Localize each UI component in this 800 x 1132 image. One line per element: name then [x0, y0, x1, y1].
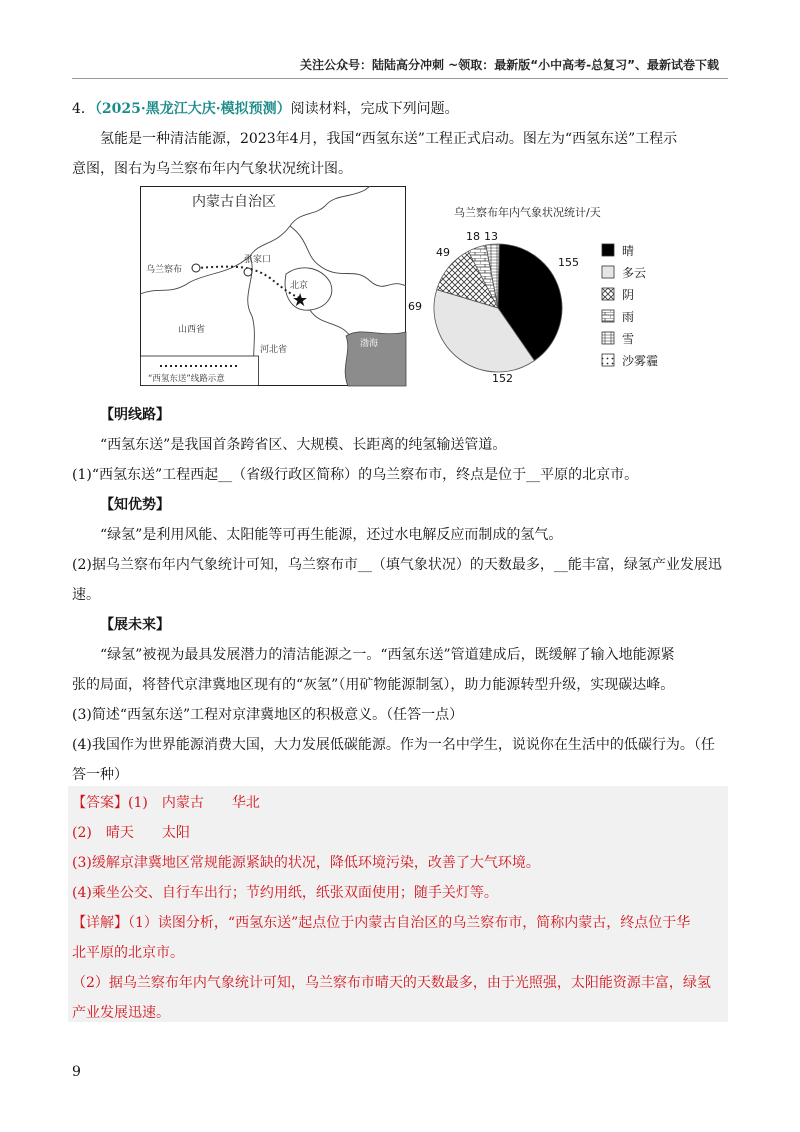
question-2-line-1: (2)据乌兰察布年内气象统计可知，乌兰察布市__（填气象状况）的天数最多，__能丰富，绿氢产业发展迅 — [72, 557, 722, 573]
question-4-line-1: (4)我国作为世界能源消费大国，大力发展低碳能源。作为一名中学生，说说你在生活中的低碳行为。（任 — [72, 737, 715, 753]
page-number: 9 — [72, 1064, 81, 1080]
section-text-future-1: “绿氢”被视为最具发展潜力的清洁能源之一。“西氢东送”管道建成后，既缓解了输入地能源紧 — [100, 647, 675, 663]
intro-line-1: 氢能是一种清洁能源，2023年4月，我国“西氢东送”工程正式启动。图左为“西氢东送”工程示 — [100, 131, 678, 147]
section-title-advantage: 【知优势】 — [100, 497, 170, 513]
answer-1: 【答案】(1) 内蒙古 华北 — [72, 795, 260, 811]
section-title-route: 【明线路】 — [100, 407, 170, 423]
header-rule — [72, 78, 728, 79]
province-hebei: 河北省 — [260, 345, 288, 355]
legend-route-label: “西氢东送”线路示意 — [148, 374, 225, 384]
pie-slices — [434, 244, 562, 372]
city-beijing: 北京 — [290, 281, 309, 291]
legend-label-3: 阴 — [622, 288, 635, 302]
explanation-2: 北平原的北京市。 — [72, 945, 184, 961]
ulanqab-marker — [192, 264, 200, 272]
pie-label-5: 13 — [484, 230, 498, 243]
legend-swatch-4 — [602, 310, 614, 322]
map — [140, 186, 422, 386]
section-text-route: “西氢东送”是我国首条跨省区、大规模、长距离的纯氢输送管道。 — [100, 437, 507, 453]
question-line — [72, 94, 728, 124]
chart-title: 乌兰察布年内气象状况统计/天 — [454, 206, 601, 219]
section-title-future: 【展未来】 — [100, 617, 170, 633]
pie-chart — [434, 205, 658, 385]
explanation-4: 产业发展迅速。 — [72, 1005, 170, 1021]
answer-4: (4)乘坐公交、自行车出行；节约用纸，纸张双面使用；随手关灯等。 — [72, 885, 498, 901]
page-header: 关注公众号：陆陆高分冲刺 ~领取：最新版“小中高考-总复习”、最新试卷下载 — [300, 58, 719, 72]
section-text-future-2: 张的局面，将替代京津冀地区现有的“灰氢”（用矿物能源制氢），助力能源转型升级，实现碳达峰。 — [72, 677, 675, 693]
pie-label-2: 152 — [492, 372, 513, 385]
section-text-advantage: “绿氢”是利用风能、太阳能等可再生能源，还过水电解反应而制成的氢气。 — [100, 527, 563, 543]
explanation-3: （2）据乌兰察布年内气象统计可知，乌兰察布市晴天的天数最多，由于光照强，太阳能资源丰富，绿氢 — [72, 975, 711, 991]
answer-3: (3)缓解京津冀地区常规能源紧缺的状况，降低环境污染，改善了大气环境。 — [72, 855, 540, 871]
map-title: 内蒙古自治区 — [192, 194, 276, 210]
question-1: (1)“西氢东送”工程西起__（省级行政区简称）的乌兰察布市，终点是位于__平原的北京市。 — [72, 467, 639, 483]
question-4-line-2: 答一种） — [72, 767, 128, 783]
zhangjiakou-marker — [244, 268, 252, 276]
pie-label-4: 18 — [466, 230, 480, 243]
pie-label-1: 155 — [558, 256, 579, 269]
sea-bohai: 渤海 — [360, 339, 379, 349]
legend-label-1: 晴 — [622, 244, 635, 258]
legend-label-6: 沙雾霾 — [622, 354, 659, 368]
legend-label-5: 雪 — [622, 332, 635, 346]
answer-2: (2) 晴天 太阳 — [72, 825, 190, 841]
city-zhangjiakou: 张家口 — [244, 255, 272, 265]
question-3: (3)简述“西氢东送”工程对京津冀地区的积极意义。（任答一点） — [72, 707, 464, 723]
question-source: （2025·黑龙江大庆·模拟预测） — [94, 101, 291, 117]
beijing-star: ★ — [292, 290, 309, 311]
legend-label-2: 多云 — [622, 266, 647, 280]
legend-swatch-2 — [602, 266, 614, 278]
question-number: 4． — [72, 101, 95, 117]
province-shanxi: 山西省 — [178, 325, 206, 335]
explanation-1: 【详解】（1）读图分析，“西氢东送”起点位于内蒙古自治区的乌兰察布市，简称内蒙古，终点位于华 — [72, 915, 691, 931]
figure — [140, 186, 680, 391]
pie-label-3: 49 — [436, 246, 450, 259]
question-prompt: 阅读材料，完成下列问题。 — [290, 101, 459, 117]
question-2-line-2: 速。 — [72, 587, 100, 603]
map-legend — [141, 356, 259, 386]
city-ulanqab: 乌兰察布 — [146, 265, 183, 275]
legend-swatch-6 — [602, 354, 614, 366]
intro-line-2: 意图，图右为乌兰察布年内气象状况统计图。 — [72, 161, 352, 177]
legend-swatch-1 — [602, 244, 614, 256]
chart-legend — [602, 243, 658, 368]
label-69: 69 — [408, 300, 422, 313]
map-and-chart — [140, 186, 680, 391]
legend-swatch-5 — [602, 332, 614, 344]
legend-label-4: 雨 — [622, 310, 635, 324]
legend-swatch-3 — [602, 288, 614, 300]
